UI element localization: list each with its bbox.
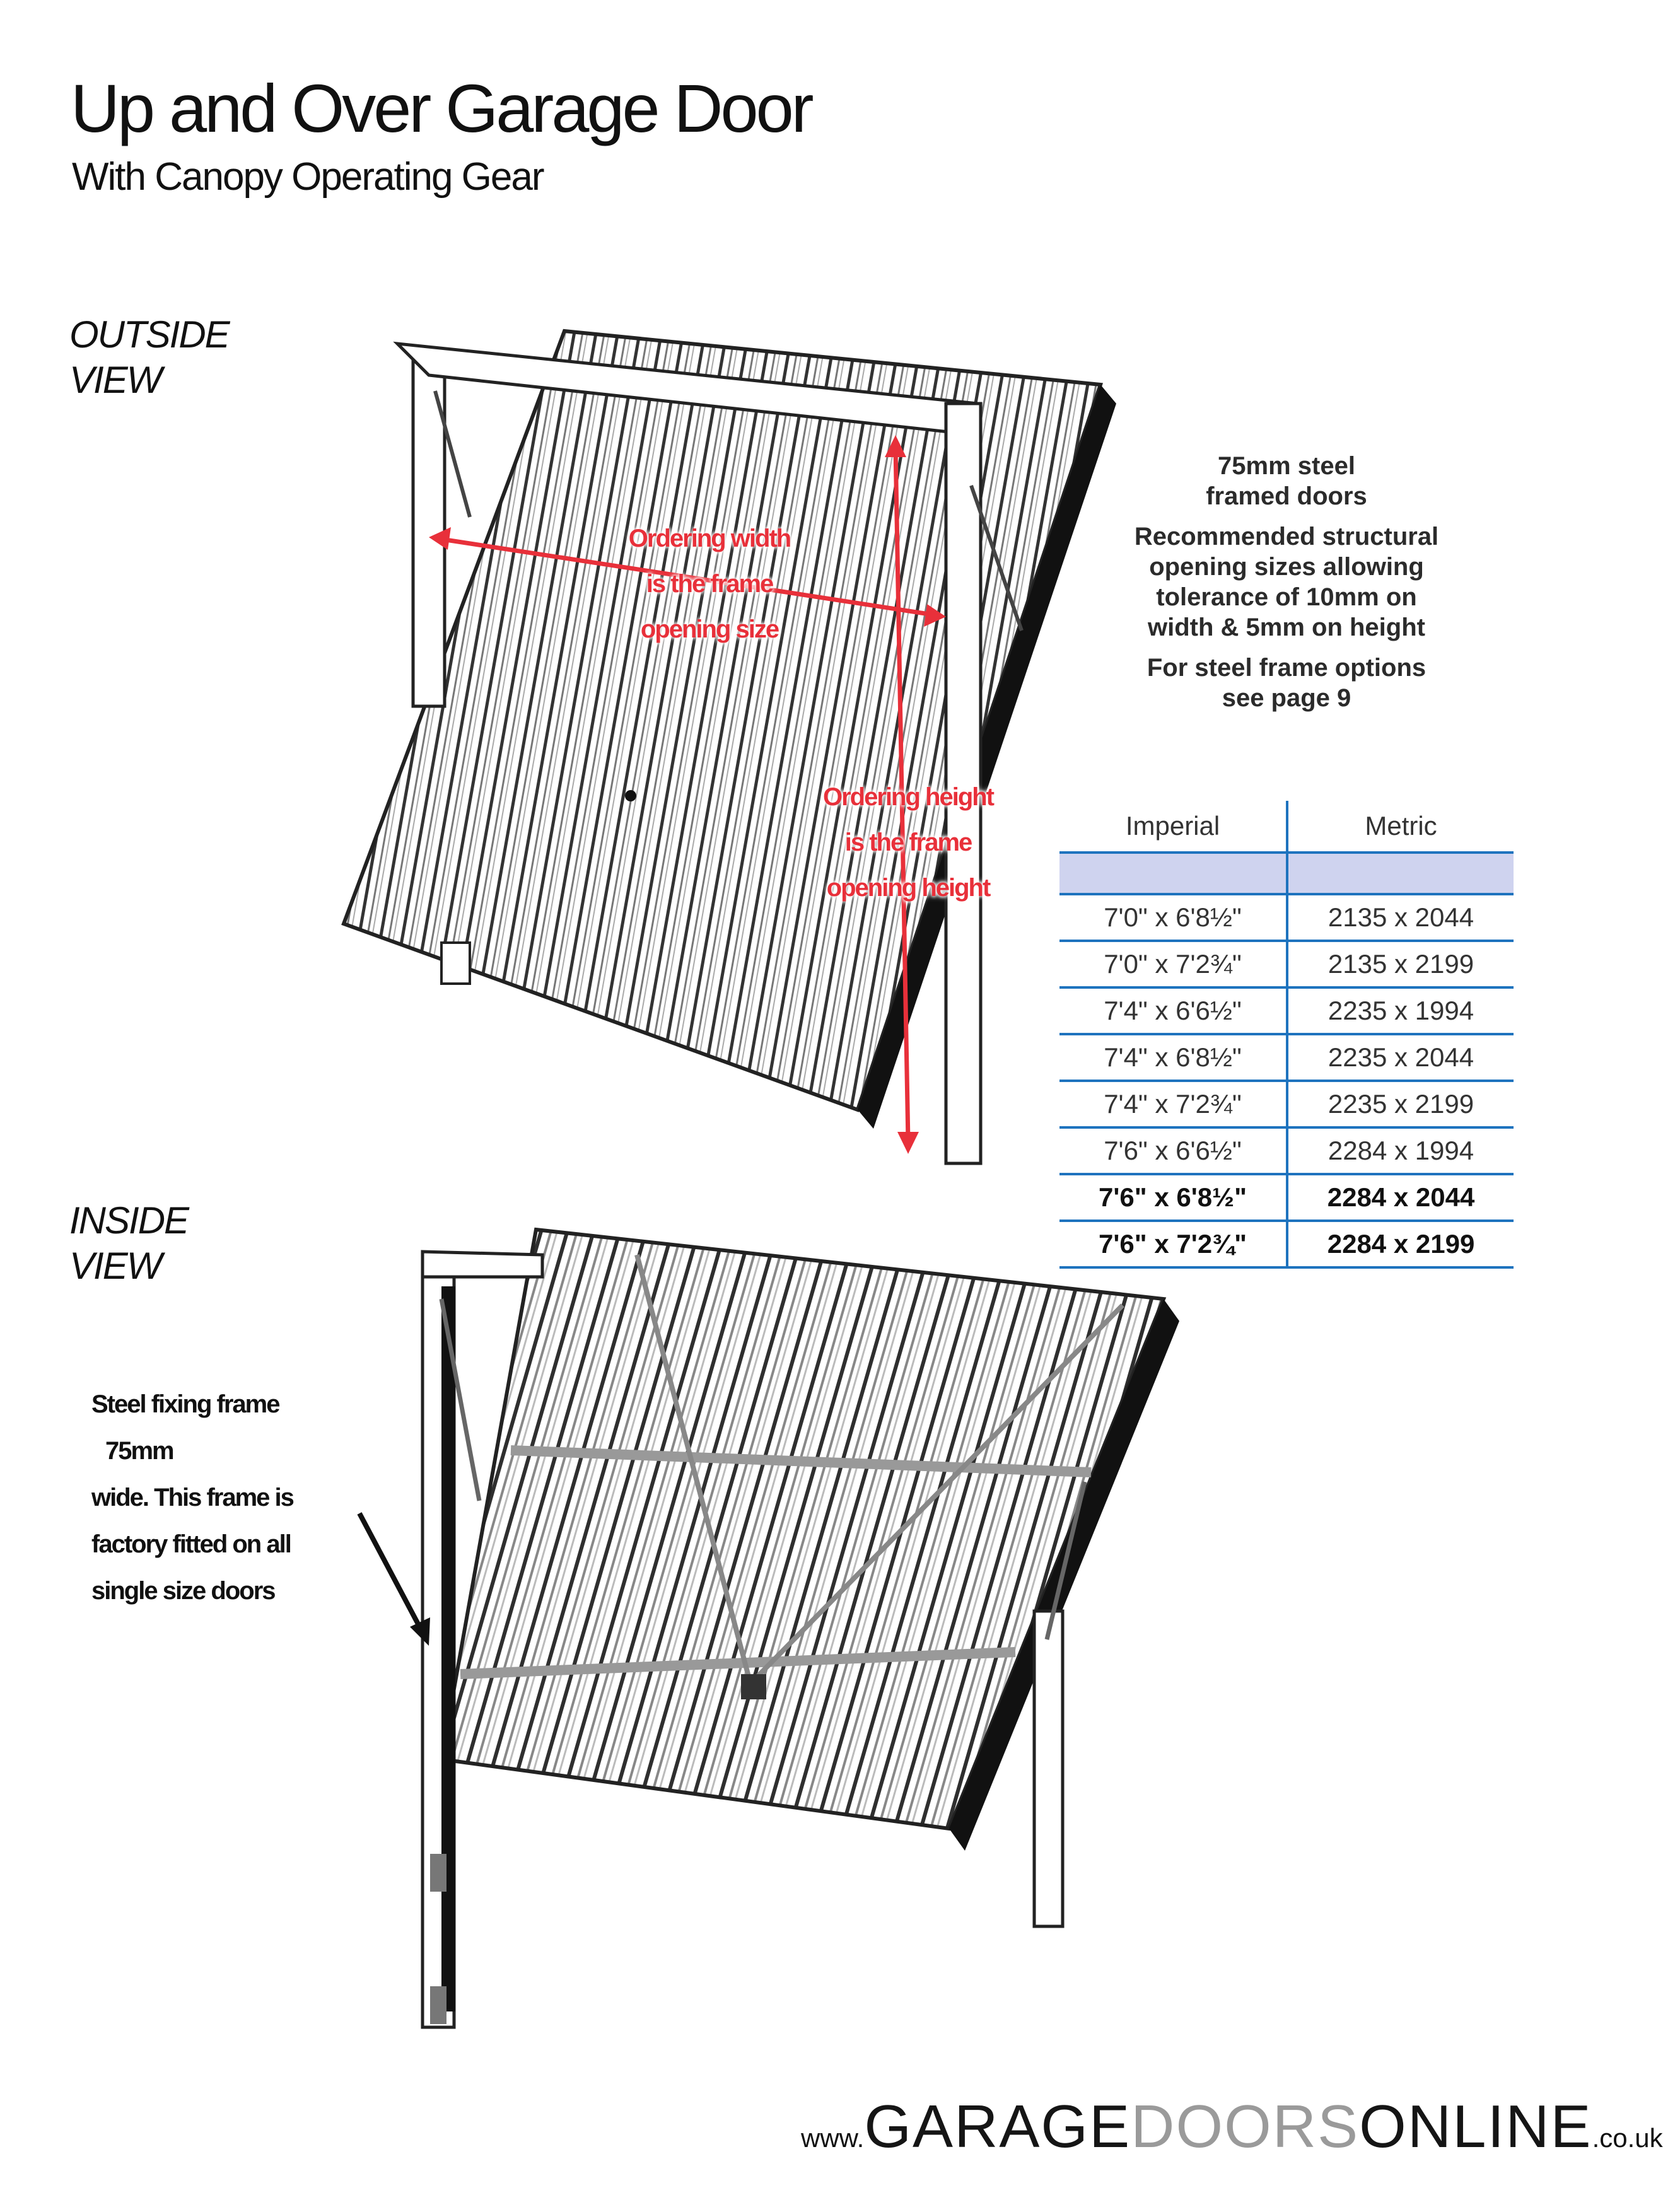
table-row [1059,1221,1514,1267]
metric-cell: 2135 x 2199 [1287,941,1514,987]
height-arrow-head-bottom [897,1132,919,1154]
frame-note-line2: 75mm [105,1437,173,1465]
inside-view-label-line2: VIEW [69,1245,161,1287]
table-row [1059,1081,1514,1127]
spec-line: For steel frame options [1147,654,1427,682]
spec-line: framed doors [1206,482,1367,510]
table-row [1059,1127,1514,1174]
column-header-metric: Metric [1365,811,1437,841]
ordering-height-label [814,774,1003,911]
hinge-icon [430,1986,446,2024]
spec-line: see page 9 [1222,684,1351,712]
table-header-row [1059,801,1514,853]
metric-cell: 2284 x 2199 [1287,1221,1514,1267]
metric-cell: 2235 x 2044 [1287,1034,1514,1081]
metric-cell: 2235 x 2199 [1287,1081,1514,1127]
site-logo [801,2093,1663,2160]
inside-frame-right-post [1034,1611,1063,1926]
metric-cell: 2135 x 2044 [1287,894,1514,941]
logo-part2: DOORS [1131,2093,1360,2160]
frame-note-line4: factory fitted on all [91,1530,291,1558]
page-title: Up and Over Garage Door [71,70,812,146]
imperial-cell: 7'6" x 6'6½" [1059,1127,1287,1174]
logo-part1: GARAGE [864,2093,1131,2160]
table-row [1059,1034,1514,1081]
imperial-cell: 7'6" x 6'8½" [1059,1174,1287,1221]
imperial-cell: 7'0" x 7'2¾" [1059,941,1287,987]
metric-cell: 2284 x 1994 [1287,1127,1514,1174]
spec-line: tolerance of 10mm on [1156,583,1417,611]
metric-cell: 2235 x 1994 [1287,987,1514,1034]
frame-note-line5: single size doors [91,1577,275,1605]
logo-prefix: www. [801,2123,865,2153]
imperial-cell: 7'4" x 6'6½" [1059,987,1287,1034]
frame-pointer-arrow [359,1513,421,1630]
outside-view-label-line1: OUTSIDE [69,313,229,356]
spec-line: 75mm steel [1218,452,1355,480]
spring-channel [441,1286,455,2011]
ordering-width-line1: Ordering width [628,525,791,552]
logo-suffix: .co.uk [1592,2123,1663,2153]
metric-cell: 2284 x 2044 [1287,1174,1514,1221]
ordering-height-line1: Ordering height [823,783,993,811]
frame-note-line1: Steel fixing frame [91,1390,279,1418]
outside-door-drawing [344,331,1116,1163]
outside-door-panel [344,331,1100,1110]
inside-view-label-line1: INSIDE [69,1199,189,1242]
frame-note-line3: wide. This frame is [91,1484,293,1511]
imperial-cell: 7'4" x 6'8½" [1059,1034,1287,1081]
imperial-cell: 7'4" x 7'2¾" [1059,1081,1287,1127]
imperial-cell: 7'6" x 7'2¾" [1059,1221,1287,1267]
imperial-cell: 7'0" x 6'8½" [1059,894,1287,941]
ordering-width-line3: opening size [640,615,779,643]
spec-line: Recommended structural [1134,523,1439,550]
frame-left-foot [441,943,470,984]
column-header-imperial: Imperial [1059,801,1287,853]
logo-part3: ONLINE [1359,2093,1592,2160]
spec-line: width & 5mm on height [1148,614,1425,641]
spec-line: opening sizes allowing [1149,553,1424,581]
hinge-icon [430,1854,446,1892]
inside-door-drawing [359,1230,1179,2027]
inside-frame-top [423,1252,542,1277]
page-subtitle: With Canopy Operating Gear [72,155,544,199]
table-row [1059,987,1514,1034]
frame-pointer-arrow-head [410,1617,430,1646]
ordering-width-label [605,516,814,652]
door-handle-icon [625,790,636,801]
steel-frame-note [91,1381,344,1614]
ordering-height-line3: opening height [826,874,990,902]
lock-mechanism-icon [741,1674,766,1699]
ordering-height-line2: is the frame [844,829,972,856]
table-row [1059,894,1514,941]
outside-view-label-line2: VIEW [69,359,161,401]
table-row [1059,941,1514,987]
table-row [1059,1174,1514,1221]
spec-notes [1085,451,1488,723]
table-band-row [1059,853,1514,894]
opening-sizes-table [1059,801,1514,1269]
ordering-width-line2: is the frame [646,570,773,598]
